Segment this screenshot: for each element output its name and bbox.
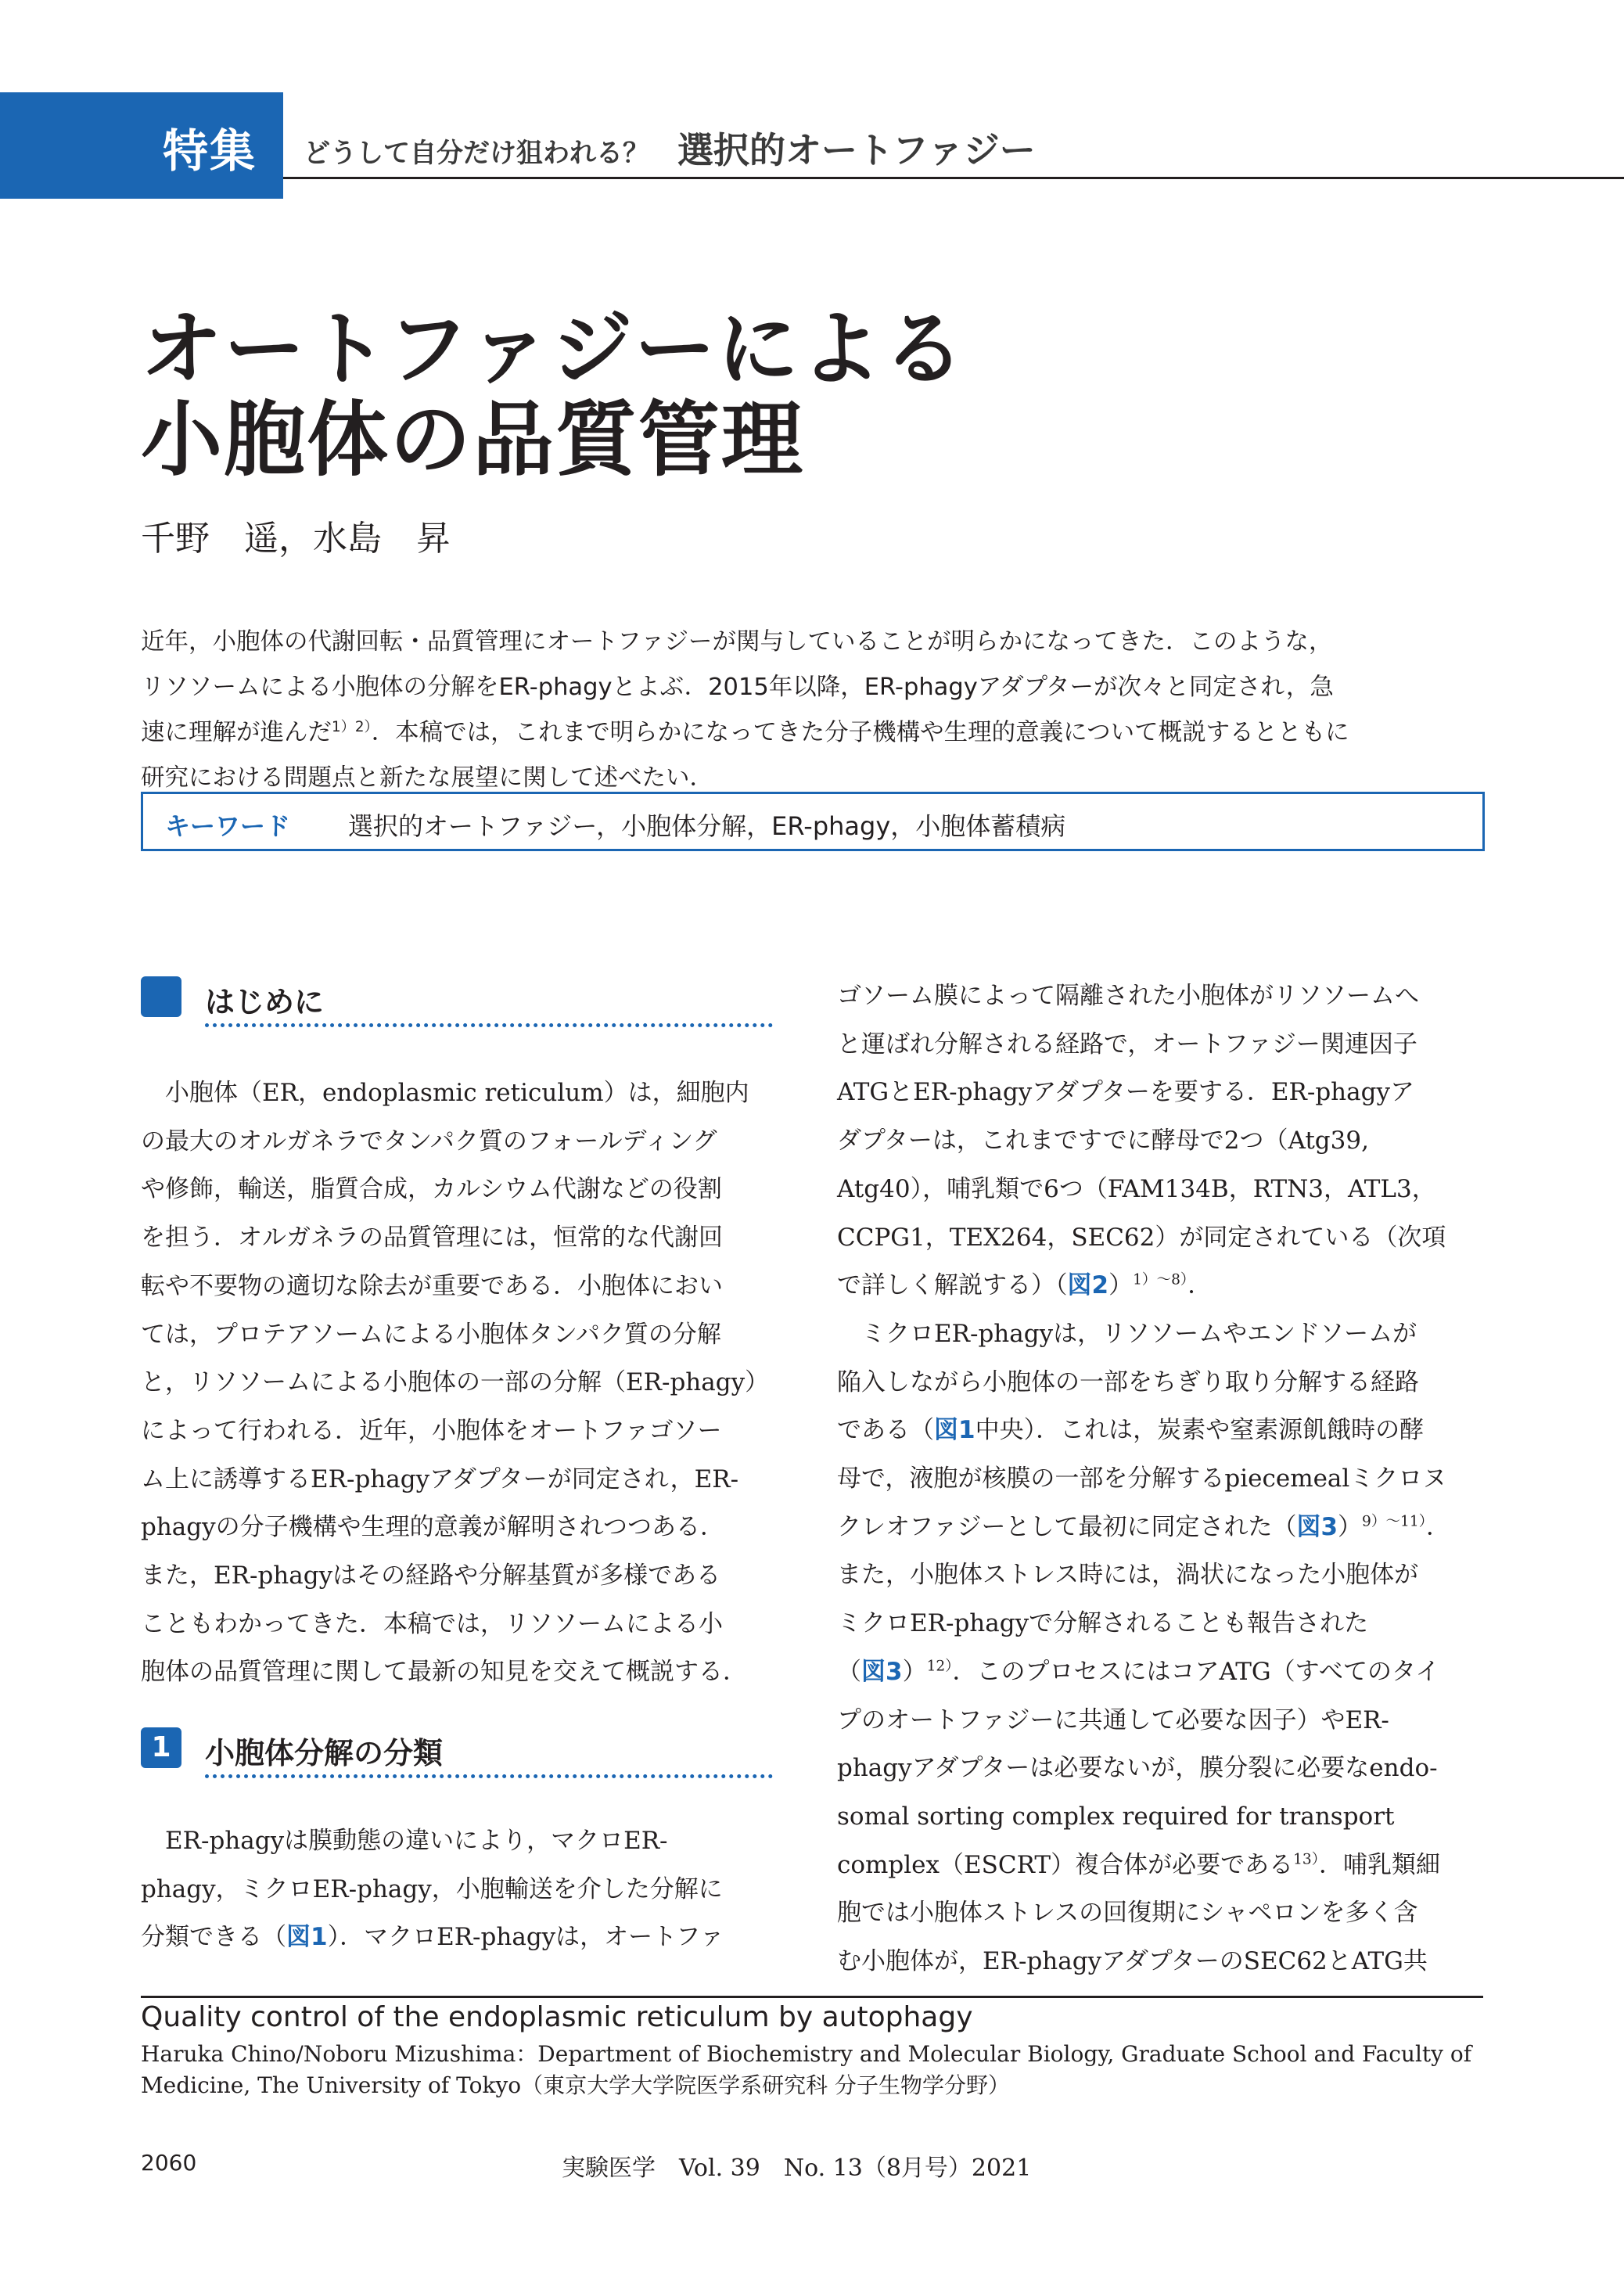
- body-line: ミクロER-phagyは，リソソームやエンドソームが: [837, 1319, 1417, 1348]
- body-line: や修飾，輸送，脂質合成，カルシウム代謝などの役割: [141, 1175, 722, 1204]
- body-line: また，小胞体ストレス時には，渦状になった小胞体が: [837, 1561, 1419, 1590]
- section-title: はじめに: [205, 985, 325, 1019]
- body-line: phagy，ミクロER-phagy，小胞輸送を介した分解に: [141, 1874, 723, 1903]
- body-line: 小胞体（ER，endoplasmic reticulum）は，細胞内: [141, 1079, 749, 1107]
- citation: 13）: [1293, 1851, 1320, 1868]
- body-line: クレオファジーとして最初に同定された（図3）$^{9)\sim 11)}$．: [837, 1512, 1451, 1541]
- body-line: ては，プロテアソームによる小胞体タンパク質の分解: [141, 1320, 721, 1349]
- keywords-text: 選択的オートファジー，小胞体分解，ER-phagy，小胞体蓄積病: [348, 811, 1066, 841]
- body-line: で詳しく解説する）（図2）$^{1)\sim 8)}$．: [837, 1271, 1213, 1300]
- abstract-line: 速に理解が進んだ$^{1)2)}$．本稿では，これまで明らかになってきた分子機構や生理的意義について概説するとともに: [141, 718, 1349, 746]
- abstract-line: 研究における問題点と新たな展望に関して述べたい．: [141, 764, 713, 792]
- left-column-intro: [141, 1069, 769, 1697]
- abstract: [141, 620, 1483, 801]
- body-line: complex（ESCRT）複合体が必要である$^{13)}$．哺乳類細: [837, 1850, 1441, 1879]
- citation: 1）～8）: [1133, 1271, 1188, 1288]
- journal-info: 実験医学 Vol. 39 No. 13（8月号）2021: [562, 2155, 1032, 2182]
- body-line: 母で，液胞が核膜の一部を分解するpiecemealミクロヌ: [837, 1465, 1447, 1493]
- body-line: ダプターは，これまですでに酵母で2つ（Atg39,: [837, 1127, 1369, 1155]
- keywords-box: [141, 792, 1485, 851]
- article-title-line-1: オートファジーによる: [141, 301, 966, 397]
- body-line: CCPG1，TEX264，SEC62）が同定されている（次項: [837, 1223, 1446, 1252]
- body-line: ゴソーム膜によって隔離された小胞体がリソソームへ: [837, 982, 1419, 1010]
- body-line: こともわかってきた．本稿では，リソソームによる小: [141, 1609, 723, 1638]
- body-line: phagyの分子機構や生理的意義が解明されつつある．: [141, 1513, 725, 1542]
- body-line: 分類できる（図1）．マクロER-phagyは，オートファ: [141, 1923, 724, 1952]
- body-line: 陥入しながら小胞体の一部をちぎり取り分解する経路: [837, 1368, 1419, 1396]
- affiliation-line: Haruka Chino/Noboru Mizushima：Department of Biochemistry and Molecular Biology, Graduate School and Faculty of: [141, 2041, 1472, 2067]
- section-heading-1: [141, 1727, 790, 1774]
- affiliation-line: Medicine, The University of Tokyo（東京大学大学院医学系研究科 分子生物学分野）: [141, 2072, 1011, 2098]
- body-line: （図3）$^{12)}$．このプロセスにはコアATG（すべてのタイ: [837, 1657, 1440, 1686]
- body-line: によって行われる．近年，小胞体をオートファゴソー: [141, 1416, 722, 1445]
- affiliation: [141, 2039, 1483, 2101]
- figure-ref-link[interactable]: 図1: [934, 1416, 975, 1445]
- keywords-label: キーワード: [165, 811, 291, 841]
- footer-rule: [141, 1996, 1483, 1998]
- feature-tab: [0, 92, 283, 199]
- body-line: また，ER-phagyはその経路や分解基質が多様である: [141, 1562, 721, 1590]
- section-dotted-rule: [205, 1023, 773, 1027]
- body-line: である（図1中央）．これは，炭素や窒素源飢餓時の酵: [837, 1416, 1425, 1445]
- page-number: 2060: [141, 2150, 197, 2176]
- figure-ref-link[interactable]: 図2: [1067, 1271, 1109, 1300]
- citation: 9）～11）: [1362, 1513, 1427, 1530]
- body-line: ATGとER-phagyアダプターを要する．ER-phagyア: [837, 1078, 1414, 1107]
- body-line: 胞体の品質管理に関して最新の知見を交えて概説する．: [141, 1658, 747, 1687]
- body-line: ER-phagyは膜動態の違いにより，マクロER-: [141, 1827, 668, 1855]
- abstract-line: 近年，小胞体の代謝回転・品質管理にオートファジーが関与していることが明らかになってきた．このような，: [141, 628, 1333, 656]
- feature-tag: 特集: [163, 124, 257, 178]
- section-title: 小胞体分解の分類: [205, 1736, 444, 1770]
- body-line: 転や不要物の適切な除去が重要である．小胞体におい: [141, 1271, 723, 1300]
- figure-ref-link[interactable]: 図3: [1296, 1512, 1338, 1541]
- section-marker: [141, 976, 181, 1017]
- body-line: と運ばれ分解される経路で，オートファジー関連因子: [837, 1030, 1417, 1058]
- left-column-section-1: [141, 1817, 724, 1962]
- section-heading-intro: [141, 976, 790, 1023]
- header-feature-title: 選択的オートファジー: [677, 129, 1036, 171]
- article-title-line-2: 小胞体の品質管理: [141, 392, 805, 487]
- figure-ref-link[interactable]: 図1: [286, 1923, 328, 1952]
- body-line: Atg40），哺乳類で6つ（FAM134B，RTN3，ATL3，: [837, 1174, 1436, 1203]
- header-subtitle: どうして自分だけ狙われる？: [304, 138, 649, 169]
- section-number: 1: [141, 1727, 181, 1768]
- header-rule: [283, 177, 1624, 179]
- body-line: を担う．オルガネラの品質管理には，恒常的な代謝回: [141, 1224, 723, 1253]
- body-line: somal sorting complex required for transport: [837, 1802, 1395, 1831]
- authors: 千野 遥，水島 昇: [141, 519, 451, 559]
- english-title: Quality control of the endoplasmic reticulum by autophagy: [141, 2001, 973, 2033]
- body-line: と，リソソームによる小胞体の一部の分解（ER-phagy）: [141, 1368, 770, 1397]
- body-line: プのオートファジーに共通して必要な因子）やER-: [837, 1705, 1389, 1734]
- citation: 1）2）: [332, 718, 372, 735]
- body-line: ム上に誘導するER-phagyアダプターが同定され，ER-: [141, 1465, 739, 1493]
- section-dotted-rule: [205, 1774, 773, 1778]
- right-column: [837, 972, 1450, 1986]
- body-line: 胞では小胞体ストレスの回復期にシャペロンを多く含: [837, 1899, 1418, 1928]
- body-line: む小胞体が，ER-phagyアダプターのSEC62とATG共: [837, 1947, 1428, 1976]
- body-line: の最大のオルガネラでタンパク質のフォールディング: [141, 1127, 717, 1155]
- body-line: phagyアダプターは必要ないが，膜分裂に必要なendo-: [837, 1754, 1438, 1783]
- figure-ref-link[interactable]: 図3: [861, 1657, 903, 1686]
- citation: 12）: [926, 1658, 953, 1675]
- abstract-line: リソソームによる小胞体の分解をER-phagyとよぶ．2015年以降，ER-phagyアダプターが次々と同定され，急: [141, 674, 1334, 701]
- body-line: ミクロER-phagyで分解されることも報告された: [837, 1609, 1369, 1638]
